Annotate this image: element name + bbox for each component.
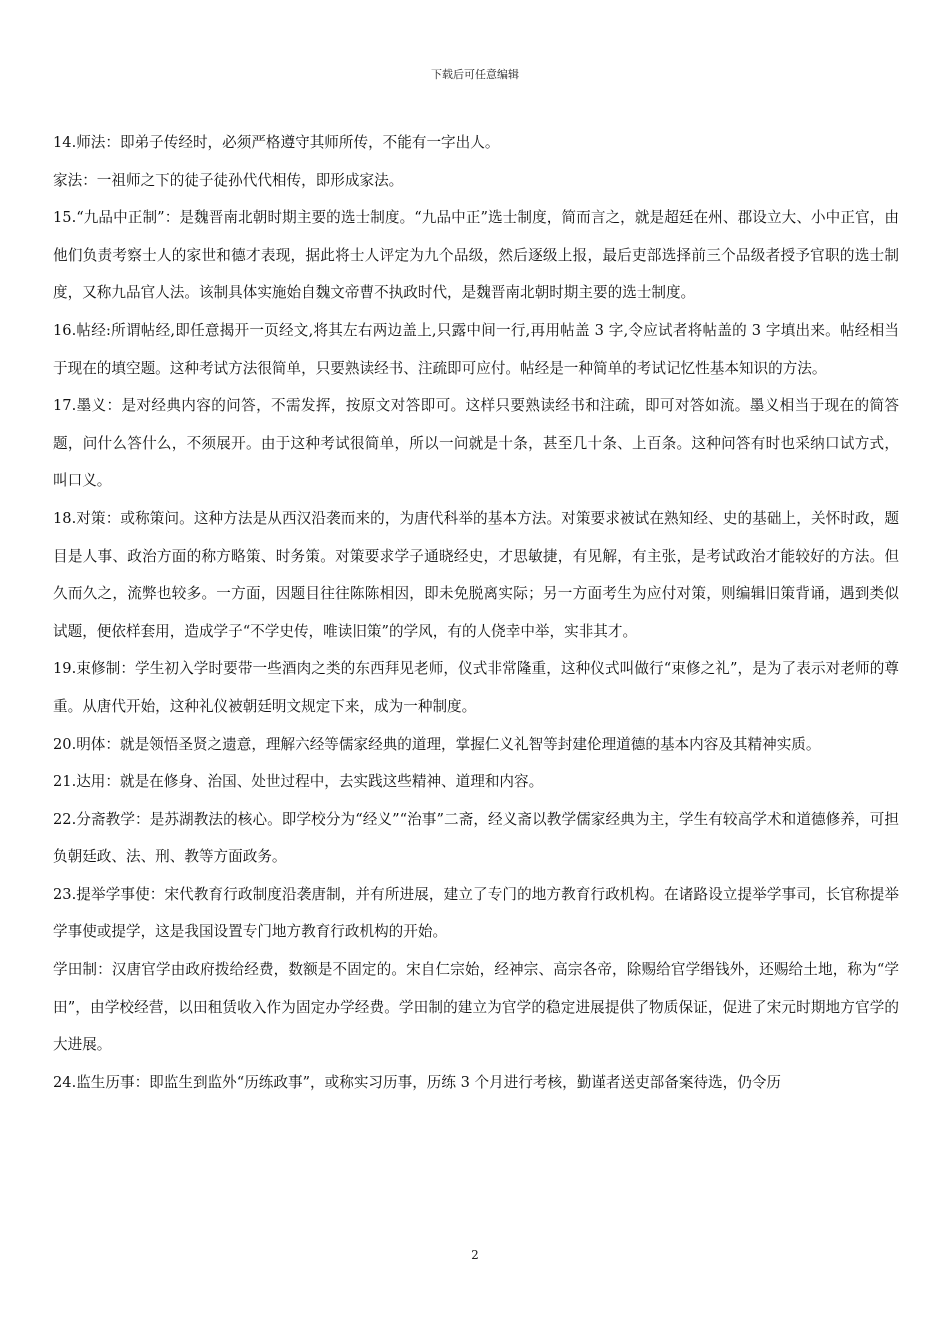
paragraph-shuxiu: 19.束修制：学生初入学时要带一些酒肉之类的东西拜见老师，仪式非常隆重，这种仪式叫做行“束修之礼”，是为了表示对老师的尊重。从唐代开始，这种礼仪被朝廷明文规定下来，成为一种制度。 <box>53 660 899 715</box>
page-header: 下载后可任意编辑 <box>431 68 519 81</box>
paragraph-dayong: 21.达用：就是在修身、治国、处世过程中，去实践这些精神、道理和内容。 <box>53 773 544 791</box>
paragraph-moyi: 17.墨义：是对经典内容的问答，不需发挥，按原文对答即可。这样只要熟读经书和注疏，即可对答如流。墨义相当于现在的简答题，问什么答什么，不须展开。由于这种考试很简单，所以一问就是十条，甚至几十条、上百条。这种问答有时也采纳口试方式，叫口义。 <box>53 397 899 490</box>
paragraph-xuetian: 学田制：汉唐官学由政府拨给经费，数额是不固定的。宋自仁宗始，经神宗、高宗各帝，除赐给官学缗钱外，还赐给土地，称为“学田”，由学校经营，以田租赁收入作为固定办学经费。学田制的建立为官学的稳定进展提供了物质保证，促进了宋元时期地方官学的大进展。 <box>53 961 899 1054</box>
paragraph-jiupin: 15.“九品中正制”：是魏晋南北朝时期主要的选士制度。“九品中正”选士制度，简而言之，就是超廷在州、郡设立大、小中正官，由他们负责考察士人的家世和德才表现，据此将士人评定为九个品级，然后逐级上报，最后吏部选择前三个品级者授予官职的选士制度，又称九品官人法。该制具体实施始自魏文帝曹不执政时代，是魏晋南北朝时期主要的选士制度。 <box>53 209 899 302</box>
paragraph-jiansheng: 24.监生历事：即监生到监外“历练政事”，或称实习历事，历练 3 个月进行考核，勤谨者送吏部备案待选，仍令历 <box>53 1073 782 1091</box>
paragraph-shifa: 14.师法：即弟子传经时，必须严格遵守其师所传，不能有一字出人。 <box>53 134 500 151</box>
page-number: 2 <box>471 1248 479 1262</box>
document-body <box>53 124 899 1101</box>
paragraph-mingti: 20.明体：就是领悟圣贤之遗意，理解六经等儒家经典的道理，掌握仁义礼智等封建伦理道德的基本内容及其精神实质。 <box>53 735 821 753</box>
paragraph-jiafa: 家法：一祖师之下的徒子徒孙代代相传，即形成家法。 <box>53 171 404 189</box>
paragraph-fenzhai: 22.分斋教学：是苏湖教法的核心。即学校分为“经义”“治事”二斋，经义斋以教学儒家经典为主，学生有较高学术和道德修养，可担负朝廷政、法、刑、教等方面政务。 <box>53 810 899 866</box>
paragraph-tiejing: 16.帖经:所谓帖经,即任意揭开一页经文,将其左右两边盖上,只露中间一行,再用帖盖 3 字,令应试者将帖盖的 3 字填出来。帖经相当于现在的填空题。这种考试方法很简单，只要熟读经书、注疏即可应付。帖经是一种简单的考试记忆性基本知识的方法。 <box>53 321 899 377</box>
paragraph-duice: 18.对策：或称策问。这种方法是从西汉沿袭而来的，为唐代科举的基本方法。对策要求被试在熟知经、史的基础上，关怀时政，题目是人事、政治方面的称方略策、时务策。对策要求学子通晓经史，才思敏捷，有见解，有主张，是考试政治才能较好的方法。但久而久之，流弊也较多。一方面，因题目往往陈陈相因，即未免脱离实际；另一方面考生为应付对策，则编辑旧策背诵，遇到类似试题，便依样套用，造成学子“不学史传，唯读旧策”的学风，有的人侥幸中举，实非其才。 <box>53 509 899 640</box>
paragraph-tiju: 23.提举学事使：宋代教育行政制度沿袭唐制，并有所进展，建立了专门的地方教育行政机构。在诸路设立提举学事司，长官称提举学事使或提学，这是我国设置专门地方教育行政机构的开始。 <box>53 885 899 941</box>
